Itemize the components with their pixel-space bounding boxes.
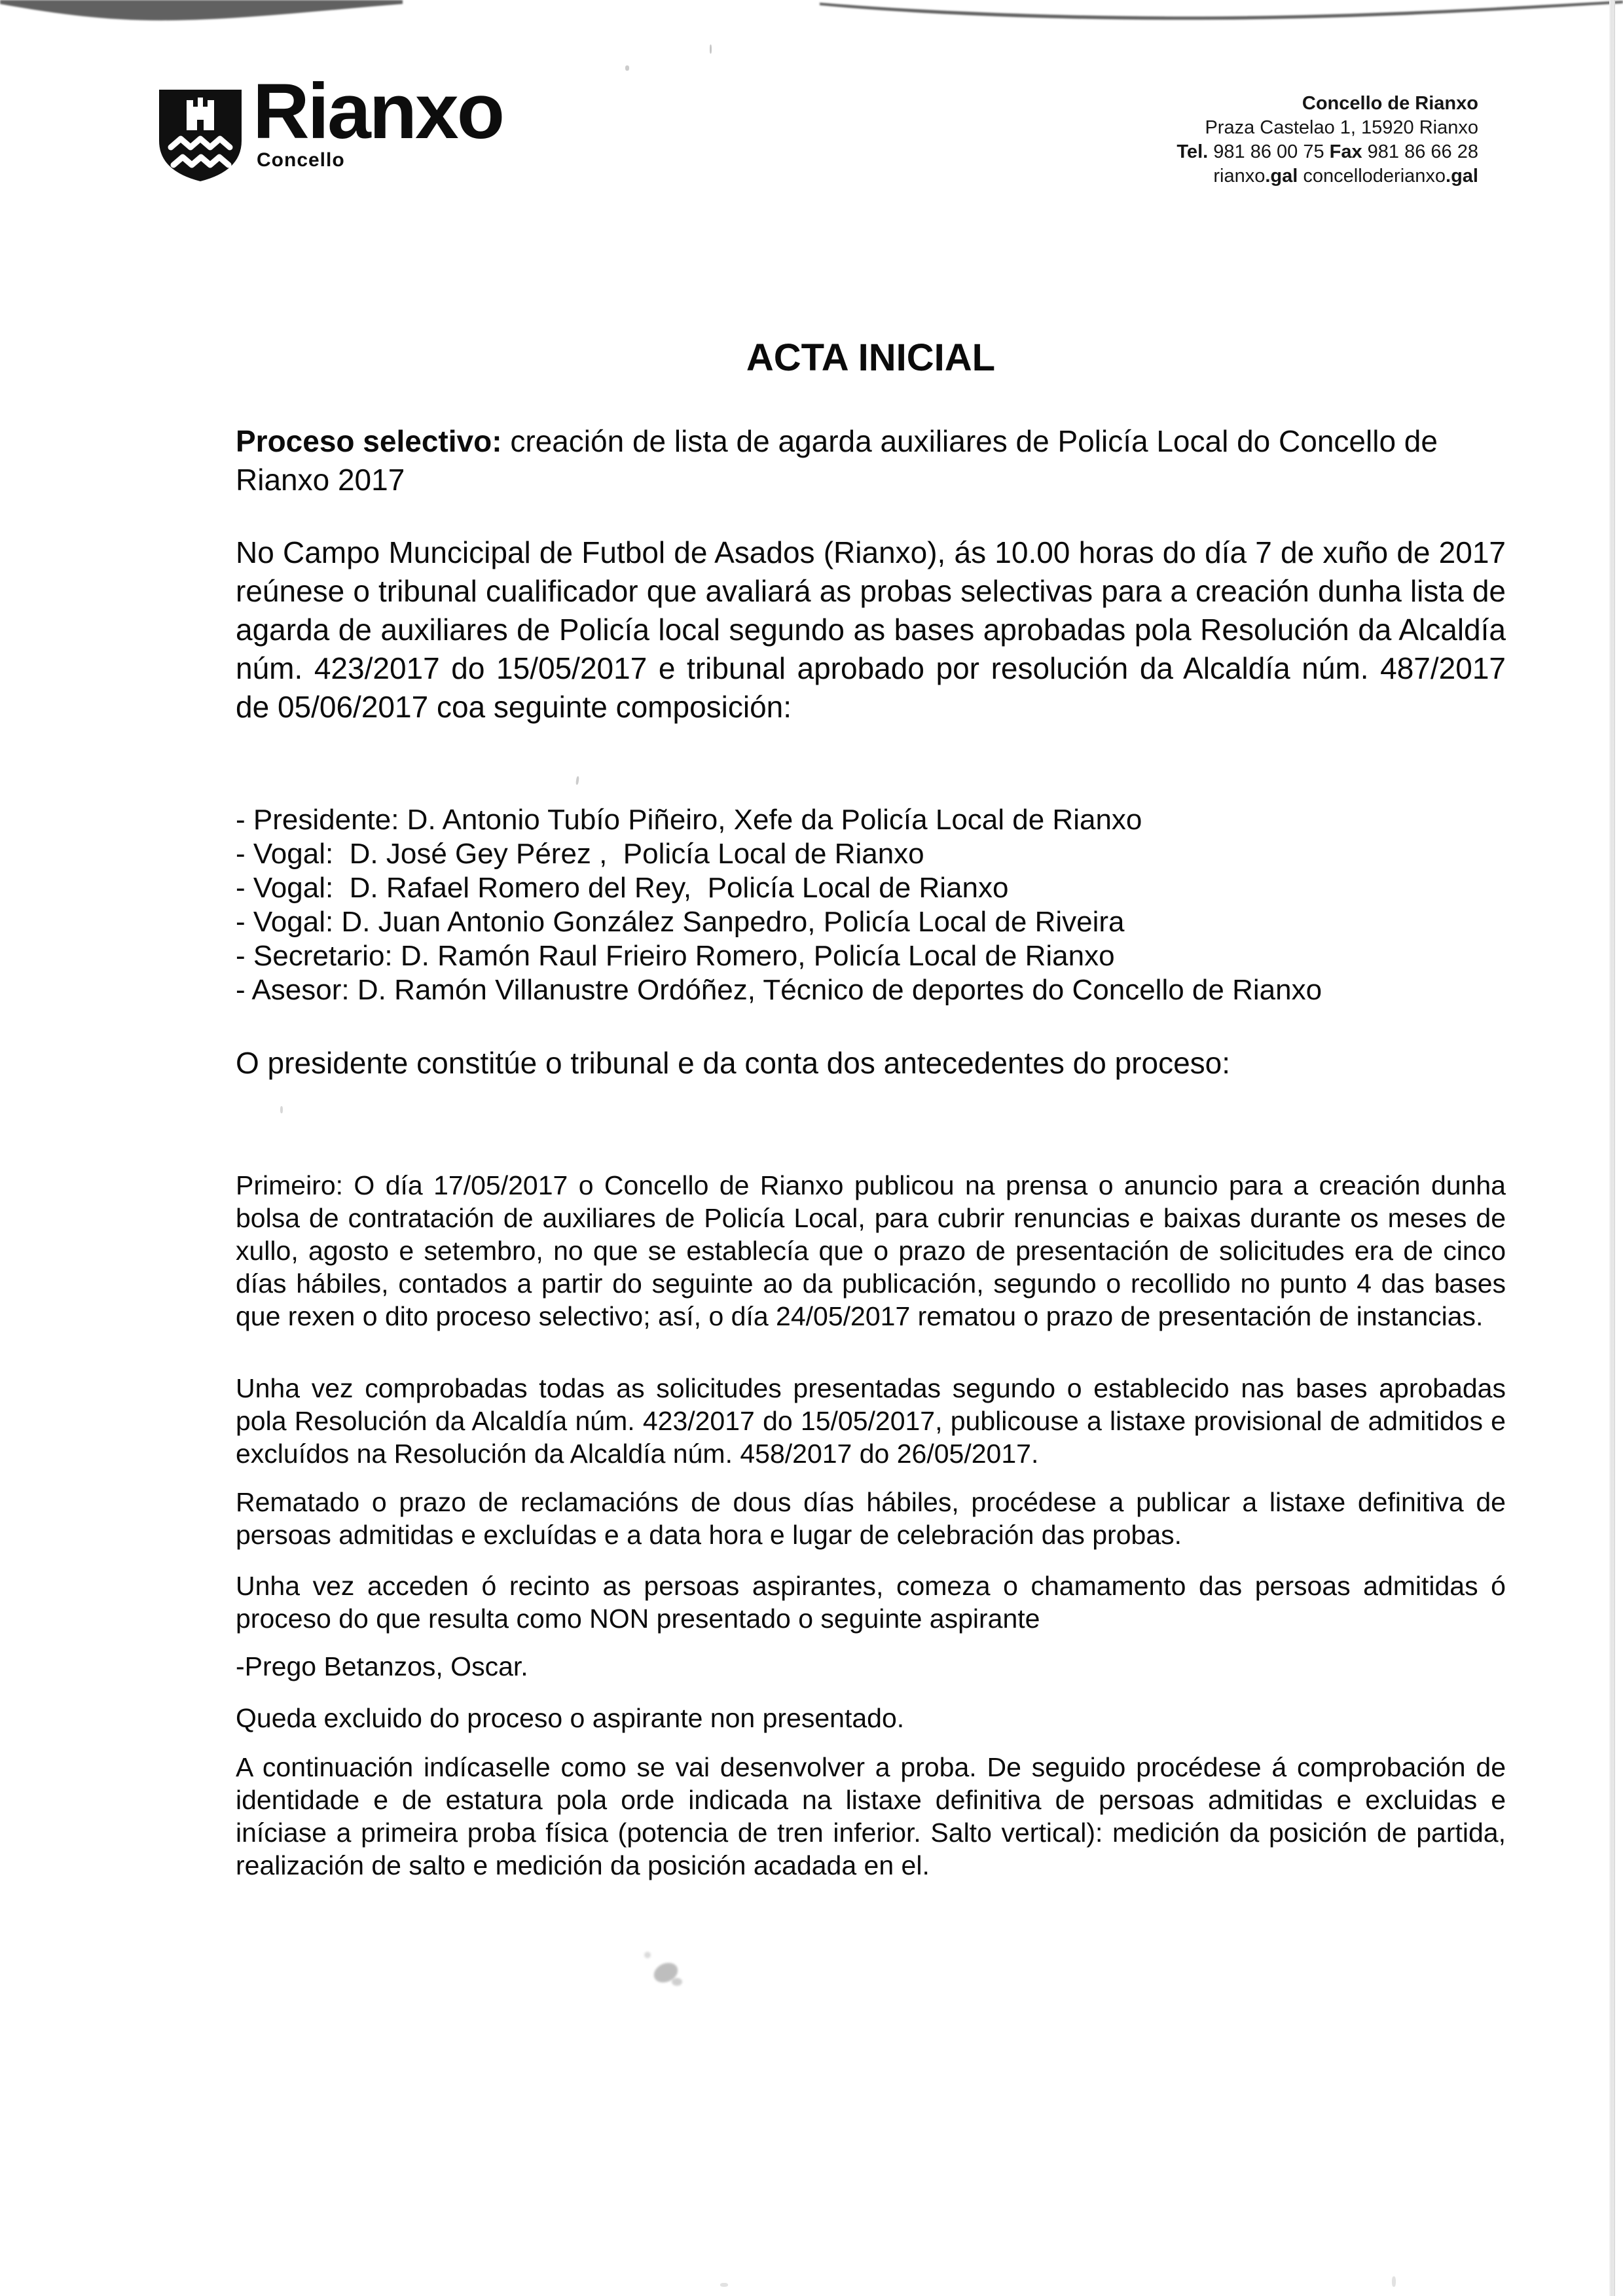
list-item-presidente: - Presidente: D. Antonio Tubío Piñeiro, Xefe da Policía Local de Rianxo — [236, 804, 1142, 836]
list-item-vogal-3: - Vogal: D. Juan Antonio González Sanpedro, Policía Local de Riveira — [236, 906, 1125, 938]
list-item-asesor: - Asesor: D. Ramón Villanustre Ordóñez, Técnico de deportes do Concello de Rianxo — [236, 974, 1322, 1006]
paragraph-desenvolvemento-proba: A continuación indícaselle como se vai desenvolver a proba. De seguido procédese á comprobación de identidade e de estatura pola orde indicada na listaxe definitiva de persoas admitidas e excluidas e iníciase a primeira proba física (potencia de tren inferior. Salto vertical): medición da posición de partida, realización de salto e medición da posición acadada en el. — [236, 1752, 1506, 1880]
proceso-selectivo-label: Proceso selectivo: — [236, 424, 511, 458]
tribunal-members-list — [236, 803, 1506, 1007]
fax-label: Fax — [1329, 141, 1368, 162]
scan-speck — [280, 1106, 283, 1113]
document-title: ACTA INICIAL — [746, 336, 996, 379]
paragraph-prazo-reclamacions: Rematado o prazo de reclamacións de dous días hábiles, procédese a publicar a listaxe definitiva de persoas admitidas e excluídas e a data hora e lugar de celebración das probas. — [236, 1487, 1506, 1550]
scan-speck — [710, 45, 712, 54]
paragraph-proceso-selectivo — [236, 422, 1506, 499]
paragraph-queda-excluido: Queda excluido do proceso o aspirante non presentado. — [236, 1703, 905, 1733]
website-1-tld: .gal — [1265, 166, 1298, 187]
contact-websites — [1176, 164, 1478, 188]
contact-address: Praza Castelao 1, 15920 Rianxo — [1205, 117, 1478, 138]
logo-wordmark: Rianxo — [253, 67, 503, 155]
scan-speck — [625, 65, 629, 71]
paragraph-constitucion-tribunal: No Campo Muncicipal de Futbol de Asados (Rianxo), ás 10.00 horas do día 7 de xuño de 2017 reúnese o tribunal cualificador que avaliará as probas selectivas para a creación dunha lista de agarda de auxiliares de Policía local segundo as bases aprobadas pola Resolución da Alcaldía núm. 423/2017 do 15/05/2017 e tribunal aprobado por resolución da Alcaldía núm. 487/2017 de 05/06/2017 coa seguinte composición: — [236, 535, 1506, 724]
scan-artifact-top-edges — [0, 0, 1623, 31]
tel-label: Tel. — [1176, 141, 1214, 162]
paragraph-chamamento: Unha vez acceden ó recinto as persoas aspirantes, comeza o chamamento das persoas admitidas ó proceso do que resulta como NON presentado o seguinte aspirante — [236, 1571, 1506, 1634]
scan-smudge — [644, 1952, 651, 1958]
scan-speck — [575, 776, 579, 785]
scan-speck — [1392, 2276, 1396, 2287]
logo-subtitle: Concello — [257, 149, 345, 171]
scan-speck — [720, 2283, 728, 2287]
scan-artifact-right-line — [1614, 0, 1615, 2296]
rianxo-shield-icon — [159, 90, 242, 181]
website-2-tld: .gal — [1446, 166, 1478, 187]
list-item-vogal-2: - Vogal: D. Rafael Romero del Rey, Policía Local de Rianxo — [236, 872, 1009, 904]
proceso-selectivo-text: creación de lista de agarda auxiliares de Policía Local do Concello de Rianxo 2017 — [236, 424, 1438, 497]
paragraph-solicitudes-comprobadas: Unha vez comprobadas todas as solicitudes presentadas segundo o establecido nas bases aprobadas pola Resolución da Alcaldía núm. 423/2017 do 15/05/2017, publicouse a listaxe provisional de admitidos e excluídos na Resolución da Alcaldía núm. 458/2017 do 26/05/2017. — [236, 1373, 1506, 1469]
list-item-secretario: - Secretario: D. Ramón Raul Frieiro Romero, Policía Local de Rianxo — [236, 940, 1115, 972]
contact-phone-fax — [1176, 140, 1478, 164]
list-item-vogal-1: - Vogal: D. José Gey Pérez , Policía Local de Rianxo — [236, 838, 924, 870]
paragraph-presidente-constitue: O presidente constitúe o tribunal e da conta dos antecedentes do proceso: — [236, 1046, 1231, 1080]
contact-entity: Concello de Rianxo — [1302, 93, 1478, 114]
header-contact-block — [1176, 92, 1478, 188]
paragraph-primeiro: Primeiro: O día 17/05/2017 o Concello de Rianxo publicou na prensa o anuncio para a creación dunha bolsa de contratación de auxiliares de Policía Local, para cubrir renuncias e baixas durante os meses de xullo, agosto e setembro, no que se establecía que o prazo de presentación de solicitudes era de cinco días hábiles, contados a partir do seguinte ao da publicación, segundo o recollido no punto 4 das bases que rexen o dito proceso selectivo; así, o día 24/05/2017 rematou o prazo de presentación de instancias. — [236, 1170, 1506, 1331]
tel-value: 981 86 00 75 — [1213, 141, 1330, 162]
scan-smudge — [672, 1978, 682, 1986]
fax-value: 981 86 66 28 — [1367, 141, 1478, 162]
website-2: concelloderianxo — [1298, 166, 1446, 187]
website-1: rianxo — [1213, 166, 1266, 187]
paragraph-aspirante-non-presentado: -Prego Betanzos, Oscar. — [236, 1651, 528, 1681]
